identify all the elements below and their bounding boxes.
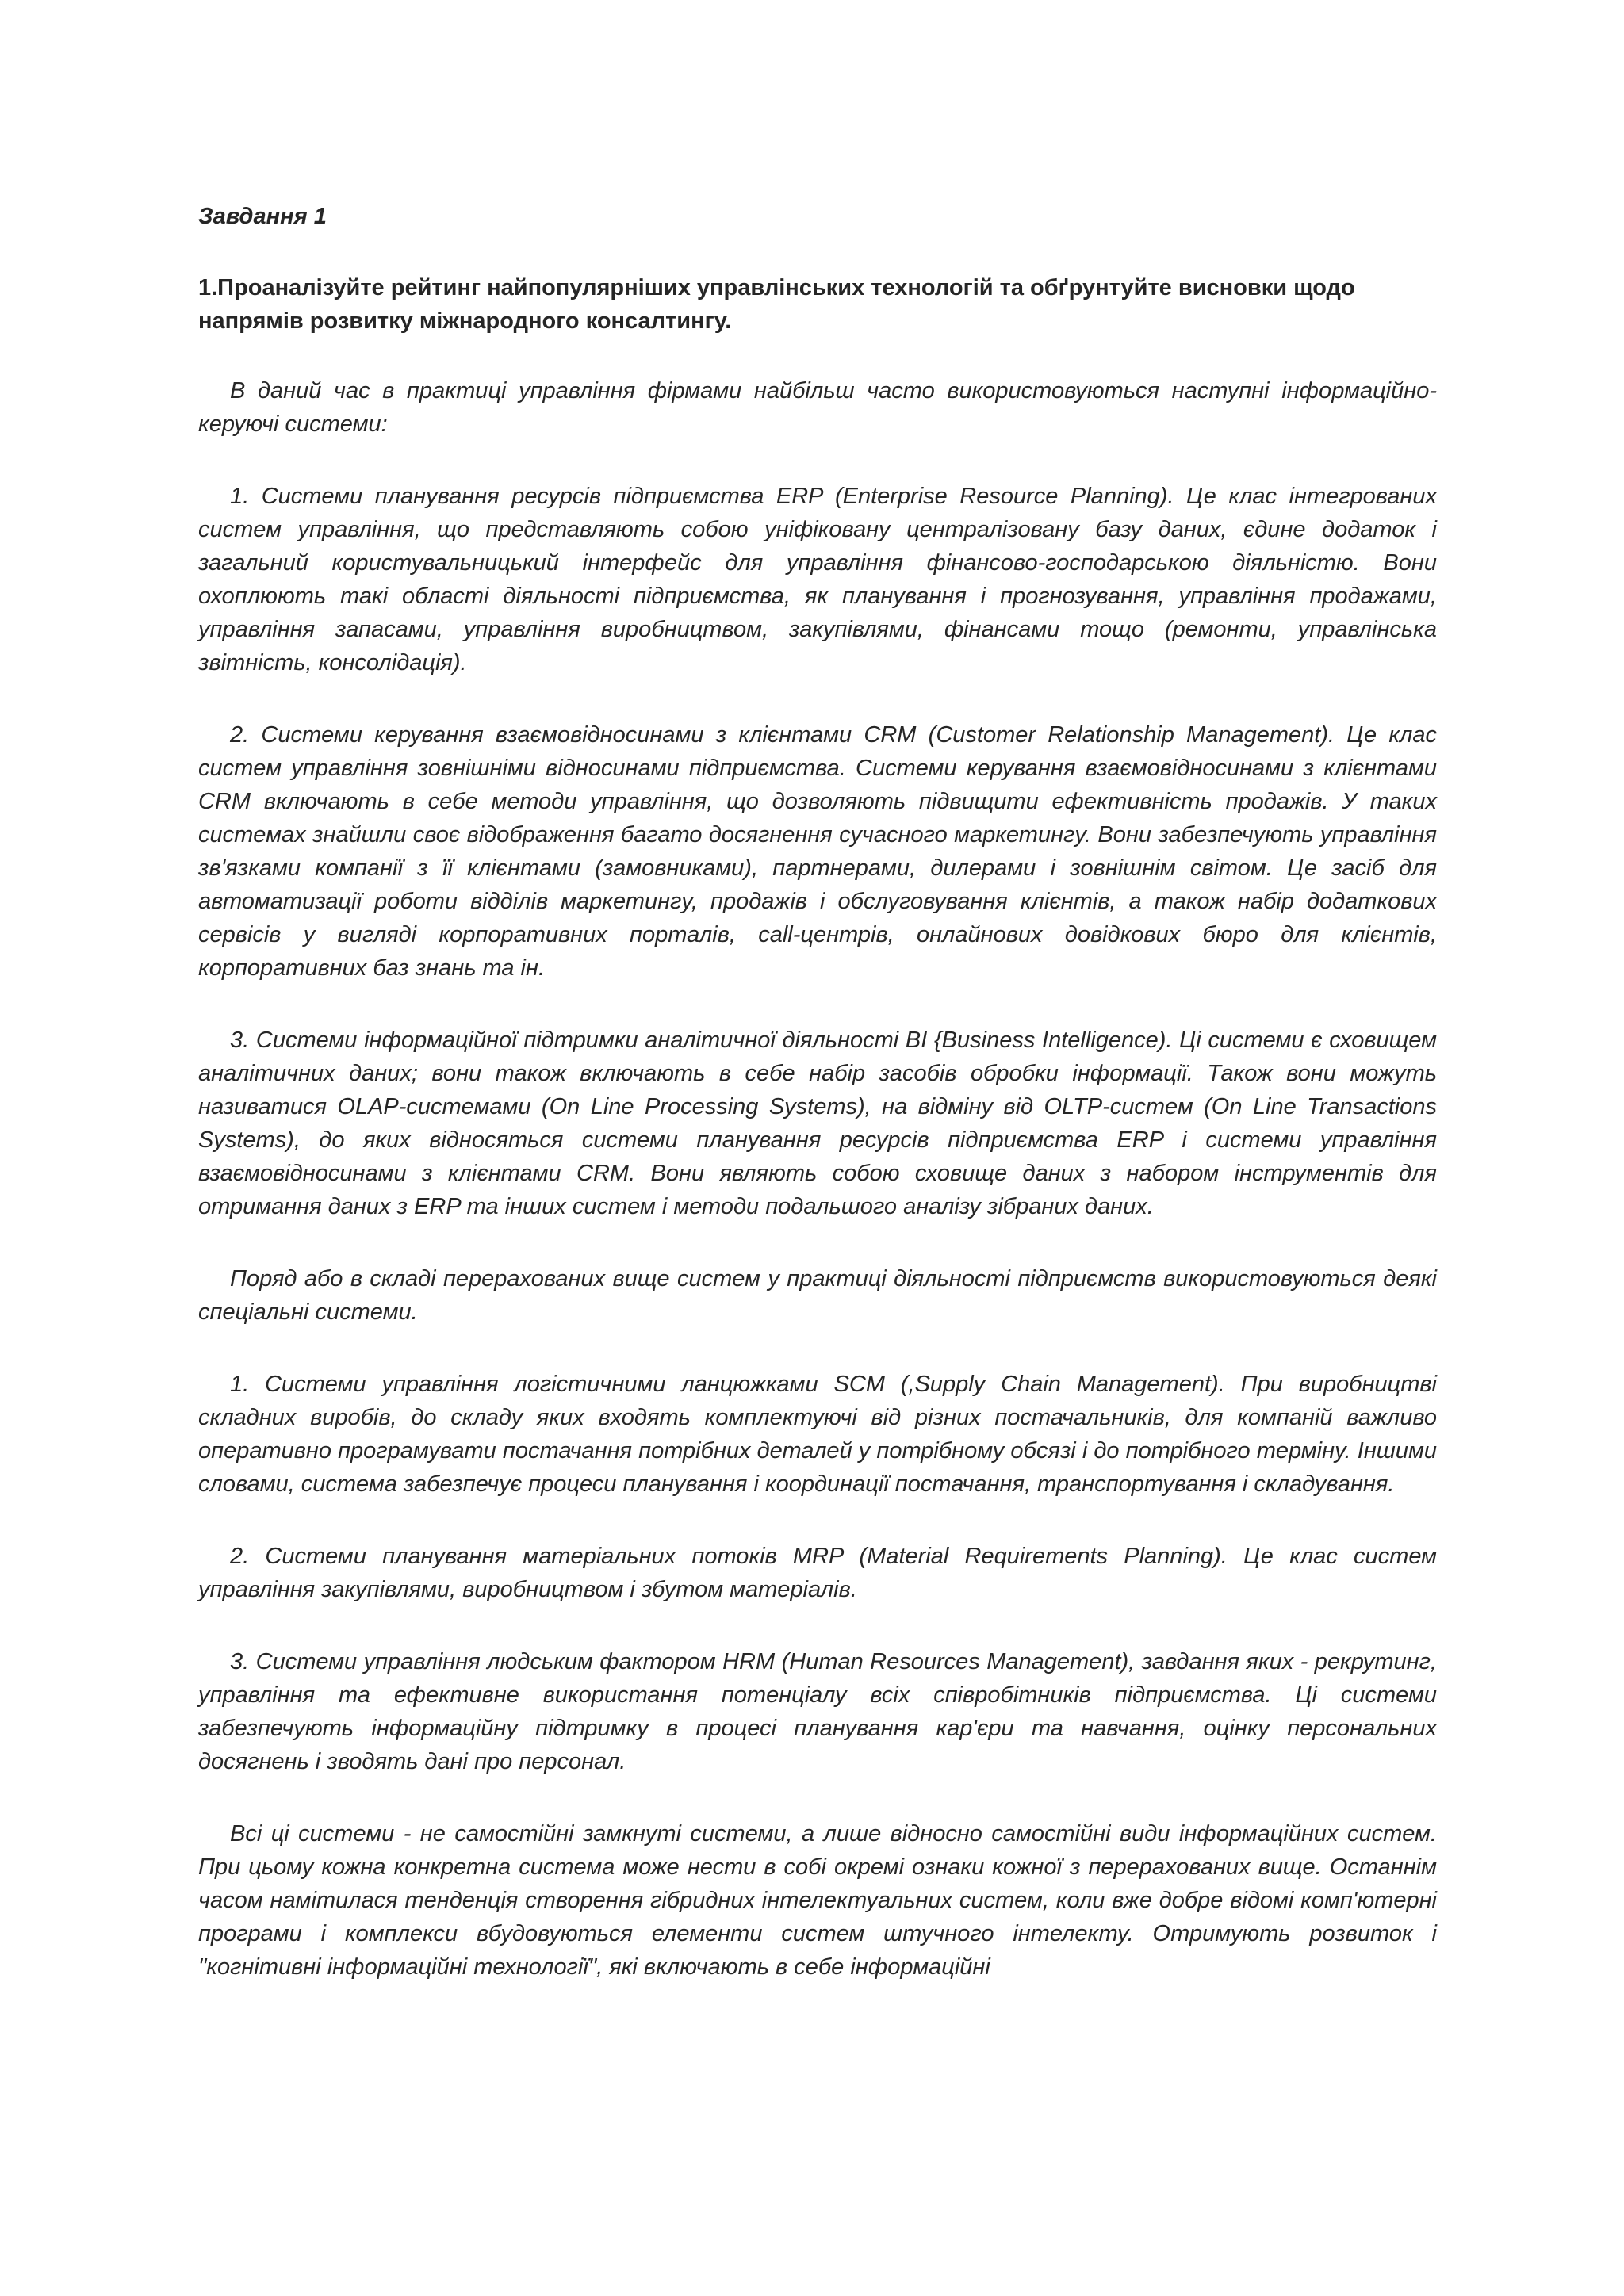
paragraph-scm: 1. Системи управління логістичними ланцюжками SCM (,Supply Chain Management). При виробництві складних виробів, до складу яких входять комплектуючі від різних постачальників, для компаній важливо оперативно програмувати постачання потрібних деталей у потрібному обсязі і до потрібного терміну. Іншими словами, система забезпечує процеси планування і координації постачання, транспортування і складування. [198, 1372, 1437, 1497]
paragraph-intro: В даний час в практиці управління фірмами найбільш часто використовуються наступні інформаційно-керуючі системи: [198, 378, 1437, 437]
paragraph-conclusion: Всі ці системи - не самостійні замкнуті системи, а лише відносно самостійні види інформаційних систем. При цьому кожна конкретна система може нести в собі окремі ознаки кожної з перерахованих вище. Останнім часом намітилася тенденція створення гібридних інтелектуальних систем, коли вже добре відомі комп'ютерні програми і комплекси вбудовуються елементи систем штучного інтелекту. Отримують розвиток і "когнітивні інформаційні технології", які включають в себе інформаційні [198, 1821, 1437, 1980]
paragraph-mrp: 2. Системи планування матеріальних потоків MRP (Material Requirements Planning). Це клас систем управління закупівлями, виробництвом і збутом матеріалів. [198, 1544, 1437, 1602]
section-heading: Завдання 1 [198, 204, 327, 229]
paragraph-crm: 2. Системи керування взаємовідносинами з клієнтами CRM (Customer Relationship Management). Це клас систем управління зовнішніми відносинами підприємства. Системи керування взаємовідносинами з клієнтами CRM включають в себе методи управління, що дозволяють підвищити ефективність продажів. У таких системах знайшли своє відображення багато досягнення сучасного маркетингу. Вони забезпечують управління зв'язками компанії з її клієнтами (замовниками), партнерами, дилерами і зовнішнім світом. Це засіб для автоматизації роботи відділів маркетингу, продажів і обслуговування клієнтів, а також набір додаткових сервісів у вигляді корпоративних порталів, call-центрів, онлайнових довідкових бюро для клієнтів, корпоративних баз знань та ін. [198, 722, 1437, 981]
paragraph-special-systems: Поряд або в складі перерахованих вище систем у практиці діяльності підприємств використовуються деякі спеціальні системи. [198, 1266, 1437, 1325]
task-statement: 1.Проаналізуйте рейтинг найпопулярніших управлінських технологій та обґрунтуйте висновки щодо напрямів розвитку міжнародного консалтингу. [198, 275, 1355, 334]
paragraph-erp: 1. Системи планування ресурсів підприємства ERP (Enterprise Resource Planning). Це клас інтегрованих систем управління, що представляють собою уніфіковану централізовану базу даних, єдине додаток і загальний користувальницький інтерфейс для управління фінансово-господарською діяльністю. Вони охоплюють такі області діяльності підприємства, як планування і прогнозування, управління продажами, управління запасами, управління виробництвом, закупівлями, фінансами тощо (ремонти, управлінська звітність, консолідація). [198, 484, 1437, 675]
document-page [198, 200, 1437, 1984]
paragraph-hrm: 3. Системи управління людським фактором HRM (Human Resources Management), завдання яких - рекрутинг, управління та ефективне використання потенціалу всіх співробітників підприємства. Ці системи забезпечують інформаційну підтримку в процесі планування кар'єри та навчання, оцінку персональних досягнень і зводять дані про персонал. [198, 1649, 1437, 1774]
paragraph-bi: 3. Системи інформаційної підтримки аналітичної діяльності BI {Business Intelligence). Ці системи є сховищем аналітичних даних; вони також включають в себе набір засобів обробки інформації. Також вони можуть називатися OLAP-системами (On Line Processing Systems), на відміну від OLTP-систем (On Line Transactions Systems), до яких відносяться системи планування ресурсів підприємства ERP і системи управління взаємовідносинами з клієнтами CRM. Вони являють собою сховище даних з набором інструментів для отримання даних з ERP та інших систем і методи подальшого аналізу зібраних даних. [198, 1027, 1437, 1219]
